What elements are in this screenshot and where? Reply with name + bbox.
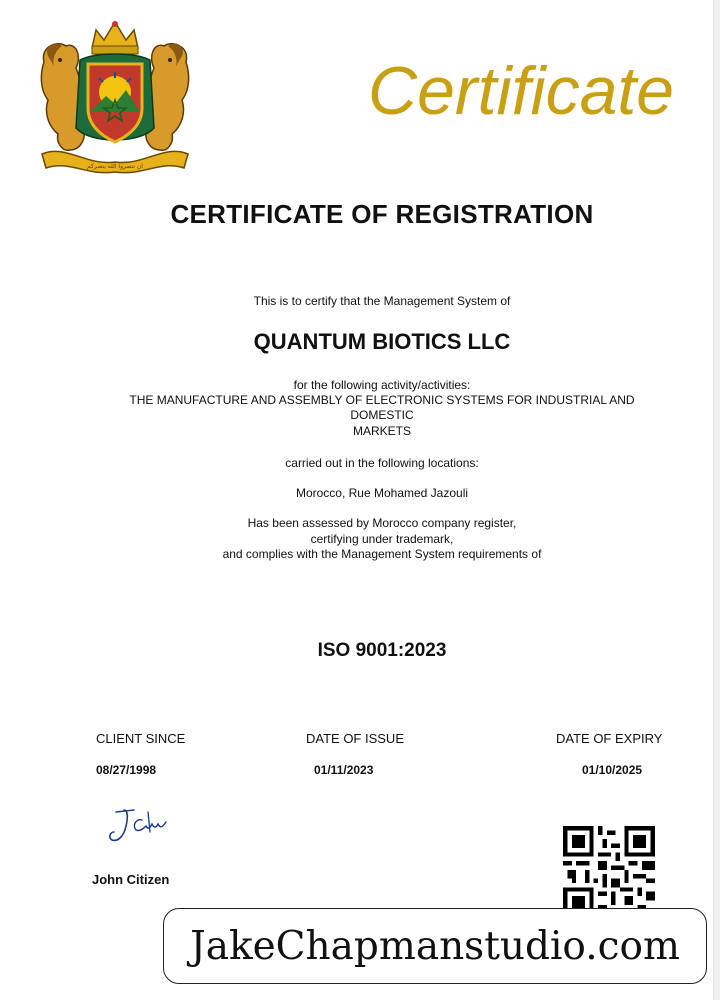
signer-name: John Citizen <box>92 872 170 887</box>
royal-coat-of-arms-icon <box>36 16 194 176</box>
certificate-title-word: Certificate <box>368 53 675 129</box>
registration-heading: CERTIFICATE OF REGISTRATION <box>170 199 594 229</box>
svg-text:ان تنصروا الله ينصركم: ان تنصروا الله ينصركم <box>87 163 143 170</box>
assessment-line: Has been assessed by Morocco company register, <box>247 516 517 530</box>
activity-line: DOMESTIC <box>350 408 414 422</box>
locations-intro: carried out in the following locations: <box>285 456 479 470</box>
date-of-expiry-value: 01/10/2025 <box>582 763 643 777</box>
certify-intro: This is to certify that the Management System of <box>253 294 511 308</box>
assessment-line: and complies with the Management System requirements of <box>222 547 542 561</box>
activity-line: THE MANUFACTURE AND ASSEMBLY OF ELECTRONIC SYSTEMS FOR INDUSTRIAL AND <box>129 393 635 407</box>
date-of-expiry-label: DATE OF EXPIRY <box>556 731 663 746</box>
location-address: Morocco, Rue Mohamed Jazouli <box>295 486 469 500</box>
activity-intro: for the following activity/activities: <box>293 378 471 392</box>
client-since-value: 08/27/1998 <box>96 763 157 777</box>
assessment-line: certifying under trademark, <box>310 532 454 546</box>
signature <box>104 806 170 846</box>
date-of-issue-value: 01/11/2023 <box>314 763 374 777</box>
qr-code-icon <box>563 826 655 918</box>
iso-standard: ISO 9001:2023 <box>317 640 447 661</box>
watermark-banner: JakeChapmanstudio.com <box>163 908 707 984</box>
date-of-issue-label: DATE OF ISSUE <box>306 731 404 746</box>
company-name: QUANTUM BIOTICS LLC <box>253 329 511 354</box>
client-since-label: CLIENT SINCE <box>96 731 186 746</box>
activity-line: MARKETS <box>352 424 411 438</box>
